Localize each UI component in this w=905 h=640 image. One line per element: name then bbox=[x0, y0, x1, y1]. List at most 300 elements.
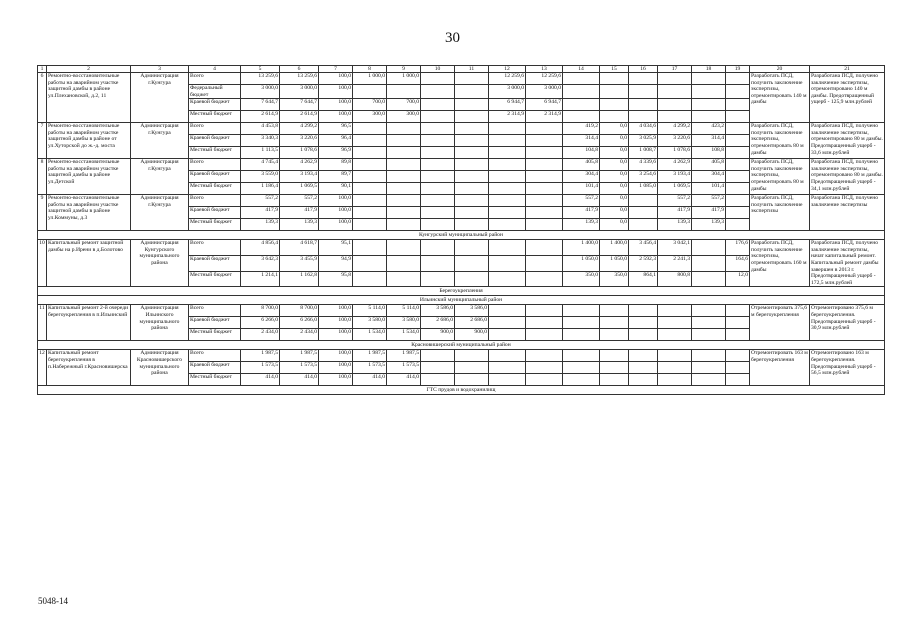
value-cell bbox=[421, 362, 455, 374]
value-cell bbox=[692, 329, 726, 341]
value-cell bbox=[726, 99, 750, 111]
value-cell: 417,9 bbox=[692, 207, 726, 219]
value-cell: 1 069,5 bbox=[658, 183, 692, 195]
value-cell bbox=[629, 73, 658, 85]
value-cell: 1 573,5 bbox=[241, 362, 280, 374]
value-cell: 100,0 bbox=[319, 207, 353, 219]
value-cell: 304,4 bbox=[563, 171, 600, 183]
item-actual-result: Разработана ПСД, получено заключение экспертизы, отремонтировано 80 м дамбы. Предотвращенный ущерб - 34,1 млн.рублей bbox=[810, 159, 885, 195]
value-cell bbox=[692, 111, 726, 123]
value-cell bbox=[387, 123, 421, 135]
section-title: ГТС прудов и водохранилищ bbox=[38, 386, 885, 395]
value-cell: 1 573,5 bbox=[387, 362, 421, 374]
value-cell: 2 434,0 bbox=[241, 329, 280, 341]
funding-source: Краевой бюджет bbox=[189, 362, 241, 374]
value-cell bbox=[526, 350, 563, 362]
value-cell bbox=[563, 362, 600, 374]
value-cell bbox=[658, 374, 692, 386]
item-actual-result: Отремонтировано 163 м берегоукрепления. Предотвращенный ущерб - 56,5 млн.рублей bbox=[810, 350, 885, 386]
column-number-cell: 17 bbox=[658, 66, 692, 73]
value-cell: 4 339,6 bbox=[629, 159, 658, 171]
value-cell bbox=[658, 73, 692, 85]
value-cell bbox=[455, 183, 489, 195]
value-cell: 100,0 bbox=[319, 195, 353, 207]
value-cell bbox=[526, 317, 563, 329]
value-cell: 4 745,4 bbox=[241, 159, 280, 171]
document-code: 5048-14 bbox=[38, 596, 68, 606]
value-cell: 100,0 bbox=[319, 317, 353, 329]
column-number-cell: 16 bbox=[629, 66, 658, 73]
value-cell bbox=[489, 207, 526, 219]
value-cell: 4 299,2 bbox=[658, 123, 692, 135]
value-cell bbox=[489, 135, 526, 147]
value-cell: 1 050,0 bbox=[600, 255, 629, 271]
value-cell bbox=[563, 111, 600, 123]
value-cell: 1 400,0 bbox=[563, 240, 600, 256]
value-cell bbox=[455, 111, 489, 123]
value-cell bbox=[600, 85, 629, 99]
value-cell bbox=[387, 240, 421, 256]
value-cell: 3 000,0 bbox=[489, 85, 526, 99]
value-cell bbox=[726, 183, 750, 195]
value-cell bbox=[726, 147, 750, 159]
value-cell: 1 069,5 bbox=[280, 183, 319, 195]
item-name: Ремонтно-восстановительные работы на аварийном участке защитной дамбы в районе от ул.Хуторской до ж.-д. моста bbox=[47, 123, 131, 159]
item-executor: Администрация г.Кунгура bbox=[131, 195, 189, 231]
value-cell: 139,3 bbox=[563, 219, 600, 231]
value-cell bbox=[421, 73, 455, 85]
value-cell: 2 614,9 bbox=[280, 111, 319, 123]
value-cell: 96,5 bbox=[319, 123, 353, 135]
value-cell bbox=[489, 255, 526, 271]
value-cell bbox=[489, 271, 526, 287]
item-executor: Администрация Кунгурского муниципального района bbox=[131, 240, 189, 287]
section-row bbox=[38, 231, 885, 240]
item-actual-result: Разработана ПСД, получено заключение экспертизы, отремонтировано 140 м дамбы. Предотвращенный ущерб - 125,9 млн.рублей bbox=[810, 73, 885, 123]
value-cell: 4 262,9 bbox=[658, 159, 692, 171]
funding-source: Всего bbox=[189, 305, 241, 317]
value-cell bbox=[658, 317, 692, 329]
value-cell bbox=[526, 159, 563, 171]
value-cell: 0,0 bbox=[600, 123, 629, 135]
item-executor: Администрация Ильинского муниципального района bbox=[131, 305, 189, 341]
value-cell bbox=[489, 195, 526, 207]
item-number: 12 bbox=[38, 350, 47, 386]
value-cell: 100,0 bbox=[319, 85, 353, 99]
item-actual-result: Разработана ПСД, получено заключение экспертизы, начат капитальный ремонт. Капитальный ремонт дамбы завершен в 2013 г. Предотвращенный ущерб - 172,5 млн.рублей bbox=[810, 240, 885, 287]
value-cell: 89,7 bbox=[319, 171, 353, 183]
value-cell: 101,4 bbox=[563, 183, 600, 195]
value-cell bbox=[353, 171, 387, 183]
value-cell bbox=[658, 305, 692, 317]
value-cell bbox=[563, 374, 600, 386]
value-cell: 1 987,5 bbox=[353, 350, 387, 362]
funding-source: Краевой бюджет bbox=[189, 171, 241, 183]
value-cell: 3 586,0 bbox=[421, 305, 455, 317]
item-planned-result: Разработать ПСД, получить заключение экспертизы, отремонтировать 140 м дамбы bbox=[750, 73, 810, 123]
value-cell bbox=[629, 374, 658, 386]
funding-source: Местный бюджет bbox=[189, 183, 241, 195]
column-number-cell: 10 bbox=[421, 66, 455, 73]
value-cell: 1 162,8 bbox=[280, 271, 319, 287]
value-cell: 3 220,6 bbox=[280, 135, 319, 147]
value-cell: 1 987,5 bbox=[280, 350, 319, 362]
value-cell bbox=[726, 73, 750, 85]
value-cell bbox=[600, 374, 629, 386]
value-cell: 1 050,0 bbox=[563, 255, 600, 271]
value-cell: 414,0 bbox=[353, 374, 387, 386]
value-cell bbox=[629, 207, 658, 219]
column-number-cell: 14 bbox=[563, 66, 600, 73]
value-cell bbox=[353, 123, 387, 135]
value-cell: 1 085,0 bbox=[629, 183, 658, 195]
value-cell: 0,0 bbox=[600, 207, 629, 219]
value-cell bbox=[353, 195, 387, 207]
value-cell bbox=[455, 271, 489, 287]
column-number-cell: 7 bbox=[319, 66, 353, 73]
table-row bbox=[38, 123, 885, 135]
item-number: 11 bbox=[38, 305, 47, 341]
value-cell bbox=[526, 123, 563, 135]
value-cell bbox=[387, 135, 421, 147]
value-cell bbox=[489, 171, 526, 183]
value-cell bbox=[455, 99, 489, 111]
table-row bbox=[38, 73, 885, 85]
value-cell bbox=[692, 374, 726, 386]
column-number-row bbox=[38, 66, 885, 73]
value-cell: 1 008,7 bbox=[629, 147, 658, 159]
item-actual-result: Разработана ПСД, получено заключение экспертизы bbox=[810, 195, 885, 231]
value-cell bbox=[387, 271, 421, 287]
value-cell bbox=[455, 135, 489, 147]
value-cell: 3 193,4 bbox=[280, 171, 319, 183]
value-cell: 7 644,7 bbox=[241, 99, 280, 111]
value-cell: 405,8 bbox=[563, 159, 600, 171]
value-cell bbox=[600, 99, 629, 111]
funding-source: Всего bbox=[189, 350, 241, 362]
value-cell: 96,9 bbox=[319, 147, 353, 159]
value-cell: 1 534,0 bbox=[387, 329, 421, 341]
value-cell bbox=[421, 240, 455, 256]
value-cell: 900,0 bbox=[455, 329, 489, 341]
value-cell bbox=[526, 183, 563, 195]
value-cell bbox=[658, 85, 692, 99]
funding-source: Местный бюджет bbox=[189, 374, 241, 386]
column-number-cell: 13 bbox=[526, 66, 563, 73]
value-cell bbox=[658, 99, 692, 111]
value-cell bbox=[692, 317, 726, 329]
value-cell: 1 113,5 bbox=[241, 147, 280, 159]
funding-source: Краевой бюджет bbox=[189, 207, 241, 219]
value-cell: 1 573,5 bbox=[280, 362, 319, 374]
value-cell bbox=[489, 317, 526, 329]
value-cell: 423,2 bbox=[692, 123, 726, 135]
column-number-cell: 11 bbox=[455, 66, 489, 73]
value-cell: 0,0 bbox=[600, 183, 629, 195]
value-cell bbox=[726, 85, 750, 99]
value-cell bbox=[455, 207, 489, 219]
column-number-cell: 4 bbox=[189, 66, 241, 73]
value-cell: 1 078,6 bbox=[658, 147, 692, 159]
value-cell bbox=[421, 350, 455, 362]
column-number-cell: 9 bbox=[387, 66, 421, 73]
column-number-cell: 18 bbox=[692, 66, 726, 73]
table-row bbox=[38, 305, 885, 317]
value-cell bbox=[421, 147, 455, 159]
item-planned-result: Отремонтировать 163 м берегоукрепления bbox=[750, 350, 810, 386]
value-cell: 6 944,7 bbox=[489, 99, 526, 111]
table-row bbox=[38, 350, 885, 362]
value-cell: 700,0 bbox=[387, 99, 421, 111]
page-number: 30 bbox=[445, 30, 460, 46]
value-cell bbox=[726, 219, 750, 231]
value-cell bbox=[489, 329, 526, 341]
value-cell: 350,0 bbox=[600, 271, 629, 287]
value-cell: 90,1 bbox=[319, 183, 353, 195]
value-cell: 557,2 bbox=[563, 195, 600, 207]
table-row bbox=[38, 240, 885, 256]
value-cell: 5 114,0 bbox=[353, 305, 387, 317]
value-cell: 100,0 bbox=[319, 73, 353, 85]
value-cell: 100,0 bbox=[319, 362, 353, 374]
value-cell: 1 214,1 bbox=[241, 271, 280, 287]
value-cell: 1 186,4 bbox=[241, 183, 280, 195]
value-cell: 417,9 bbox=[563, 207, 600, 219]
value-cell bbox=[629, 350, 658, 362]
value-cell bbox=[692, 240, 726, 256]
value-cell: 700,0 bbox=[353, 99, 387, 111]
value-cell: 3 220,6 bbox=[658, 135, 692, 147]
item-planned-result: Отремонтировать 375,6 м берегоукрепления bbox=[750, 305, 810, 341]
value-cell: 900,0 bbox=[421, 329, 455, 341]
item-name: Ремонтно-восстановительные работы на аварийном участке защитной дамбы в районе ул.Детской bbox=[47, 159, 131, 195]
value-cell: 100,0 bbox=[319, 219, 353, 231]
funding-source: Местный бюджет bbox=[189, 271, 241, 287]
value-cell: 139,3 bbox=[692, 219, 726, 231]
value-cell bbox=[526, 147, 563, 159]
item-planned-result: Разработать ПСД, получить заключение экспертизы bbox=[750, 195, 810, 231]
value-cell: 314,4 bbox=[563, 135, 600, 147]
value-cell: 300,0 bbox=[353, 111, 387, 123]
value-cell: 2 434,0 bbox=[280, 329, 319, 341]
value-cell: 8 700,0 bbox=[241, 305, 280, 317]
value-cell: 1 987,5 bbox=[241, 350, 280, 362]
value-cell bbox=[726, 317, 750, 329]
value-cell: 4 262,9 bbox=[280, 159, 319, 171]
funding-source: Местный бюджет bbox=[189, 147, 241, 159]
value-cell: 557,2 bbox=[658, 195, 692, 207]
column-number-cell: 15 bbox=[600, 66, 629, 73]
value-cell bbox=[455, 374, 489, 386]
value-cell: 419,2 bbox=[563, 123, 600, 135]
funding-source: Всего bbox=[189, 73, 241, 85]
value-cell bbox=[455, 73, 489, 85]
value-cell bbox=[600, 362, 629, 374]
main-table-container bbox=[37, 65, 883, 395]
value-cell bbox=[658, 111, 692, 123]
value-cell: 100,0 bbox=[319, 329, 353, 341]
value-cell bbox=[726, 350, 750, 362]
value-cell: 557,2 bbox=[280, 195, 319, 207]
value-cell bbox=[489, 240, 526, 256]
value-cell: 557,2 bbox=[241, 195, 280, 207]
funding-source: Федеральный бюджет bbox=[189, 85, 241, 99]
value-cell: 0,0 bbox=[600, 159, 629, 171]
funding-source: Всего bbox=[189, 159, 241, 171]
funding-source: Местный бюджет bbox=[189, 329, 241, 341]
value-cell bbox=[455, 123, 489, 135]
value-cell bbox=[600, 305, 629, 317]
value-cell: 4 299,2 bbox=[280, 123, 319, 135]
value-cell: 414,0 bbox=[280, 374, 319, 386]
value-cell: 1 000,0 bbox=[387, 73, 421, 85]
value-cell: 0,0 bbox=[600, 195, 629, 207]
column-number-cell: 12 bbox=[489, 66, 526, 73]
item-number: 6 bbox=[38, 73, 47, 123]
value-cell: 3 340,3 bbox=[241, 135, 280, 147]
program-table bbox=[37, 65, 885, 395]
value-cell bbox=[353, 207, 387, 219]
column-number-cell: 20 bbox=[750, 66, 810, 73]
value-cell: 100,0 bbox=[319, 305, 353, 317]
value-cell: 89,8 bbox=[319, 159, 353, 171]
value-cell bbox=[563, 317, 600, 329]
value-cell bbox=[353, 183, 387, 195]
section-row bbox=[38, 341, 885, 350]
value-cell bbox=[387, 183, 421, 195]
funding-source: Местный бюджет bbox=[189, 111, 241, 123]
value-cell bbox=[600, 350, 629, 362]
value-cell bbox=[629, 85, 658, 99]
value-cell bbox=[726, 171, 750, 183]
value-cell bbox=[526, 171, 563, 183]
value-cell bbox=[726, 111, 750, 123]
value-cell bbox=[563, 329, 600, 341]
value-cell: 3 025,9 bbox=[629, 135, 658, 147]
value-cell bbox=[692, 255, 726, 271]
value-cell bbox=[421, 374, 455, 386]
value-cell bbox=[726, 305, 750, 317]
item-executor: Администрация г.Кунгура bbox=[131, 73, 189, 123]
value-cell: 2 614,9 bbox=[241, 111, 280, 123]
value-cell bbox=[353, 255, 387, 271]
value-cell: 350,0 bbox=[563, 271, 600, 287]
value-cell: 5 114,0 bbox=[387, 305, 421, 317]
value-cell: 6 266,0 bbox=[280, 317, 319, 329]
value-cell bbox=[353, 135, 387, 147]
value-cell bbox=[629, 219, 658, 231]
value-cell bbox=[455, 147, 489, 159]
value-cell bbox=[489, 362, 526, 374]
value-cell bbox=[455, 350, 489, 362]
value-cell: 139,3 bbox=[280, 219, 319, 231]
value-cell bbox=[526, 195, 563, 207]
value-cell: 3 580,0 bbox=[353, 317, 387, 329]
value-cell bbox=[489, 374, 526, 386]
value-cell: 2 241,3 bbox=[658, 255, 692, 271]
value-cell: 100,0 bbox=[319, 99, 353, 111]
value-cell: 13 259,6 bbox=[280, 73, 319, 85]
item-planned-result: Разработать ПСД, получить заключение экспертизы, отремонтировать 80 м дамбы bbox=[750, 159, 810, 195]
value-cell bbox=[526, 240, 563, 256]
value-cell: 2 592,3 bbox=[629, 255, 658, 271]
value-cell bbox=[489, 219, 526, 231]
funding-source: Всего bbox=[189, 195, 241, 207]
value-cell: 104,8 bbox=[563, 147, 600, 159]
value-cell bbox=[526, 271, 563, 287]
value-cell: 417,9 bbox=[658, 207, 692, 219]
value-cell bbox=[489, 147, 526, 159]
value-cell: 1 573,5 bbox=[353, 362, 387, 374]
section-row bbox=[38, 287, 885, 296]
value-cell: 164,6 bbox=[726, 255, 750, 271]
value-cell bbox=[387, 85, 421, 99]
value-cell: 2 686,0 bbox=[455, 317, 489, 329]
value-cell: 800,8 bbox=[658, 271, 692, 287]
item-name: Ремонтно-восстановительные работы на аварийном участке защитной дамбы в районе ул.Плехановской, д.2, 11 bbox=[47, 73, 131, 123]
value-cell bbox=[387, 207, 421, 219]
item-executor: Администрация Красновишерского муниципального района bbox=[131, 350, 189, 386]
value-cell bbox=[526, 135, 563, 147]
value-cell: 3 000,0 bbox=[241, 85, 280, 99]
item-actual-result: Отремонтировано 375,6 м берегоукрепления. Предотвращенный ущерб - 30,9 млн.рублей bbox=[810, 305, 885, 341]
item-planned-result: Разработать ПСД, получить заключение экспертизы, отремонтировать 80 м дамбы bbox=[750, 123, 810, 159]
value-cell: 0,0 bbox=[600, 219, 629, 231]
value-cell bbox=[726, 123, 750, 135]
value-cell: 12,0 bbox=[726, 271, 750, 287]
value-cell bbox=[526, 207, 563, 219]
column-number-cell: 1 bbox=[38, 66, 47, 73]
value-cell bbox=[489, 305, 526, 317]
value-cell: 3 193,4 bbox=[658, 171, 692, 183]
value-cell bbox=[726, 159, 750, 171]
value-cell: 0,0 bbox=[600, 171, 629, 183]
value-cell bbox=[421, 123, 455, 135]
value-cell bbox=[526, 329, 563, 341]
section-row bbox=[38, 386, 885, 395]
value-cell bbox=[629, 99, 658, 111]
value-cell: 0,0 bbox=[600, 147, 629, 159]
value-cell: 3 000,0 bbox=[280, 85, 319, 99]
value-cell bbox=[692, 350, 726, 362]
value-cell bbox=[629, 329, 658, 341]
value-cell bbox=[421, 99, 455, 111]
item-number: 9 bbox=[38, 195, 47, 231]
value-cell bbox=[387, 159, 421, 171]
value-cell bbox=[726, 374, 750, 386]
item-name: Ремонтно-восстановительные работы на аварийном участке защитной дамбы в районе ул.Коммуны, д.3 bbox=[47, 195, 131, 231]
funding-source: Краевой бюджет bbox=[189, 99, 241, 111]
value-cell bbox=[455, 171, 489, 183]
value-cell: 95,1 bbox=[319, 240, 353, 256]
value-cell bbox=[726, 362, 750, 374]
column-number-cell: 8 bbox=[353, 66, 387, 73]
value-cell bbox=[455, 255, 489, 271]
value-cell: 3 642,3 bbox=[241, 255, 280, 271]
item-name: Капитальный ремонт защитной дамбы на р.Ирени в д.Болотово bbox=[47, 240, 131, 287]
value-cell bbox=[692, 99, 726, 111]
value-cell bbox=[692, 271, 726, 287]
value-cell bbox=[600, 329, 629, 341]
table-row bbox=[38, 195, 885, 207]
section-title: Ильинский муниципальный район bbox=[38, 296, 885, 305]
value-cell bbox=[600, 111, 629, 123]
value-cell bbox=[726, 207, 750, 219]
value-cell: 1 400,0 bbox=[600, 240, 629, 256]
column-number-cell: 5 bbox=[241, 66, 280, 73]
value-cell: 6 266,0 bbox=[241, 317, 280, 329]
column-number-cell: 3 bbox=[131, 66, 189, 73]
